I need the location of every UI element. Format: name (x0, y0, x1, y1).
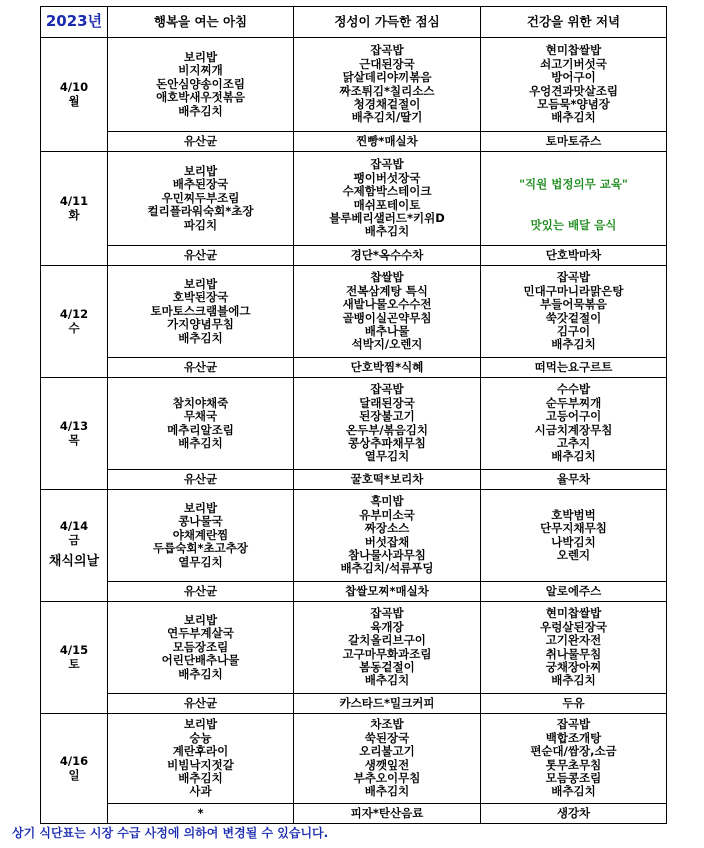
date-label: 4/14 (59, 519, 89, 534)
breakfast-cell: 보리밥 비지찌개 돈안심양송이조림 애호박새우젓볶음 배추김치 (108, 38, 294, 132)
weekday-label: 월 (68, 93, 80, 108)
meal-row (41, 266, 667, 358)
meal-row (41, 378, 667, 470)
footer-note: 상기 식단표는 시장 수급 사정에 의하여 변경될 수 있습니다. (12, 826, 329, 840)
lunch-snack: 피자*탄산음료 (294, 804, 481, 824)
meal-row (41, 38, 667, 132)
dinner-cell: 현미찹쌀밥 쇠고기버섯국 방어구이 우엉견과맛살조림 모듬묵*양념장 배추김치 (481, 38, 667, 132)
dinner-header: 건강을 위한 저녁 (481, 7, 667, 38)
lunch-cell: 잡곡밥 달래된장국 된장불고기 온두부/볶음김치 콩상추파채무침 열무김치 (294, 378, 481, 470)
day-cell (41, 714, 108, 824)
breakfast-snack: 유산균 (108, 470, 294, 490)
dinner-cell: 호박범벅 단무지채무침 나박김치 오렌지 (481, 490, 667, 582)
date-label: 4/10 (59, 80, 89, 95)
lunch-snack: 찐빵*매실차 (294, 132, 481, 152)
breakfast-cell: 보리밥 콩나물국 야채계란찜 두릅숙회*초고추장 열무김치 (108, 490, 294, 582)
lunch-cell: 흑미밥 유부미소국 짜장소스 버섯잡채 참나물사과무침 배추김치/석류푸딩 (294, 490, 481, 582)
breakfast-header: 행복을 여는 아침 (108, 7, 294, 38)
date-label: 4/16 (59, 754, 89, 769)
weekday-label: 목 (68, 432, 80, 447)
breakfast-snack: 유산균 (108, 582, 294, 602)
lunch-header: 정성이 가득한 점심 (294, 7, 481, 38)
day-cell (41, 602, 108, 714)
dinner-notice-cell (481, 152, 667, 246)
lunch-snack: 단호박찜*식혜 (294, 358, 481, 378)
lunch-cell: 찹쌀밥 전복삼계탕 특식 새발나물오수수전 골뱅이실곤약무침 배추나물 석박지/오렌지 (294, 266, 481, 358)
breakfast-snack: 유산균 (108, 246, 294, 266)
date-label: 4/11 (59, 194, 89, 209)
year-header: 2023년 (41, 7, 108, 38)
weekday-label: 금 (68, 532, 80, 547)
breakfast-cell: 보리밥 배추된장국 우민찌두부조림 컬리플라워숙회*초장 파김치 (108, 152, 294, 246)
dinner-cell: 현미찹쌀밥 우렁살된장국 고기완자전 취나물무침 궁채장아찌 배추김치 (481, 602, 667, 694)
dinner-snack: 율무차 (481, 470, 667, 490)
lunch-cell: 차조밥 쑥된장국 오리불고기 생깻잎전 부추오이무침 배추김치 (294, 714, 481, 804)
lunch-cell: 잡곡밥 근대된장국 닭살데리야끼볶음 짜조튀김*칠리소스 청경채겉절이 배추김치/딸기 (294, 38, 481, 132)
day-cell (41, 152, 108, 266)
dinner-snack: 알로에주스 (481, 582, 667, 602)
weekday-label: 화 (68, 207, 80, 222)
meal-row (41, 490, 667, 582)
dinner-cell: 잡곡밥 민대구마니라맑은탕 부들어묵볶음 쑥갓겉절이 김구이 배추김치 (481, 266, 667, 358)
dinner-snack: 단호박마차 (481, 246, 667, 266)
lunch-snack: 꿀호떡*보리차 (294, 470, 481, 490)
snack-row (41, 804, 667, 824)
snack-row (41, 246, 667, 266)
breakfast-snack: 유산균 (108, 358, 294, 378)
dinner-snack: 토마토쥬스 (481, 132, 667, 152)
dinner-snack: 두유 (481, 694, 667, 714)
breakfast-cell: 보리밥 연두부계살국 모듬장조림 어린단배추나물 배추김치 (108, 602, 294, 694)
lunch-snack: 경단*옥수수차 (294, 246, 481, 266)
breakfast-cell: 보리밥 숭늉 계란후라이 비빔낙지젓갈 배추김치 사과 (108, 714, 294, 804)
breakfast-cell: 보리밥 호박된장국 토마토스크램블에그 가지양념무침 배추김치 (108, 266, 294, 358)
day-cell (41, 266, 108, 378)
snack-row (41, 582, 667, 602)
date-label: 4/12 (59, 307, 89, 322)
lunch-cell: 잡곡밥 팽이버섯장국 수제함박스테이크 매쉬포테이토 블루베리샐러드*키위D 배추김치 (294, 152, 481, 246)
training-notice: "직원 법정의무 교육" (519, 177, 628, 192)
breakfast-snack: 유산균 (108, 694, 294, 714)
lunch-cell: 잡곡밥 육개장 갈치올리브구이 고구마무화과조림 봄동겉절이 배추김치 (294, 602, 481, 694)
weekday-label: 토 (68, 656, 80, 671)
lunch-snack: 찹쌀모찌*매실차 (294, 582, 481, 602)
day-cell (41, 490, 108, 602)
weekday-label: 일 (68, 767, 80, 782)
meal-row (41, 714, 667, 804)
breakfast-snack: * (108, 804, 294, 824)
day-cell (41, 38, 108, 152)
snack-row (41, 132, 667, 152)
meal-row (41, 152, 667, 246)
dinner-cell: 수수밥 순두부찌개 고등어구이 시금치계장무침 고추지 배추김치 (481, 378, 667, 470)
dinner-snack: 생강차 (481, 804, 667, 824)
weekly-menu-table (40, 6, 667, 824)
breakfast-cell: 참치야채죽 무채국 메추리알조림 배추김치 (108, 378, 294, 470)
dinner-cell: 잡곡밥 백합조개탕 편순대/쌈장,소금 톳무초무침 모듬콩조림 배추김치 (481, 714, 667, 804)
date-label: 4/13 (59, 419, 89, 434)
meal-row (41, 602, 667, 694)
snack-row (41, 694, 667, 714)
breakfast-snack: 유산균 (108, 132, 294, 152)
snack-row (41, 470, 667, 490)
date-label: 4/15 (59, 643, 89, 658)
header-row (41, 7, 667, 38)
vegetarian-day-label: 채식의날 (48, 553, 100, 569)
day-cell (41, 378, 108, 490)
delivery-notice: 맛있는 배달 음식 (530, 217, 617, 232)
snack-row (41, 358, 667, 378)
lunch-snack: 카스타드*밀크커피 (294, 694, 481, 714)
weekday-label: 수 (68, 320, 80, 335)
dinner-snack: 떠먹는요구르트 (481, 358, 667, 378)
